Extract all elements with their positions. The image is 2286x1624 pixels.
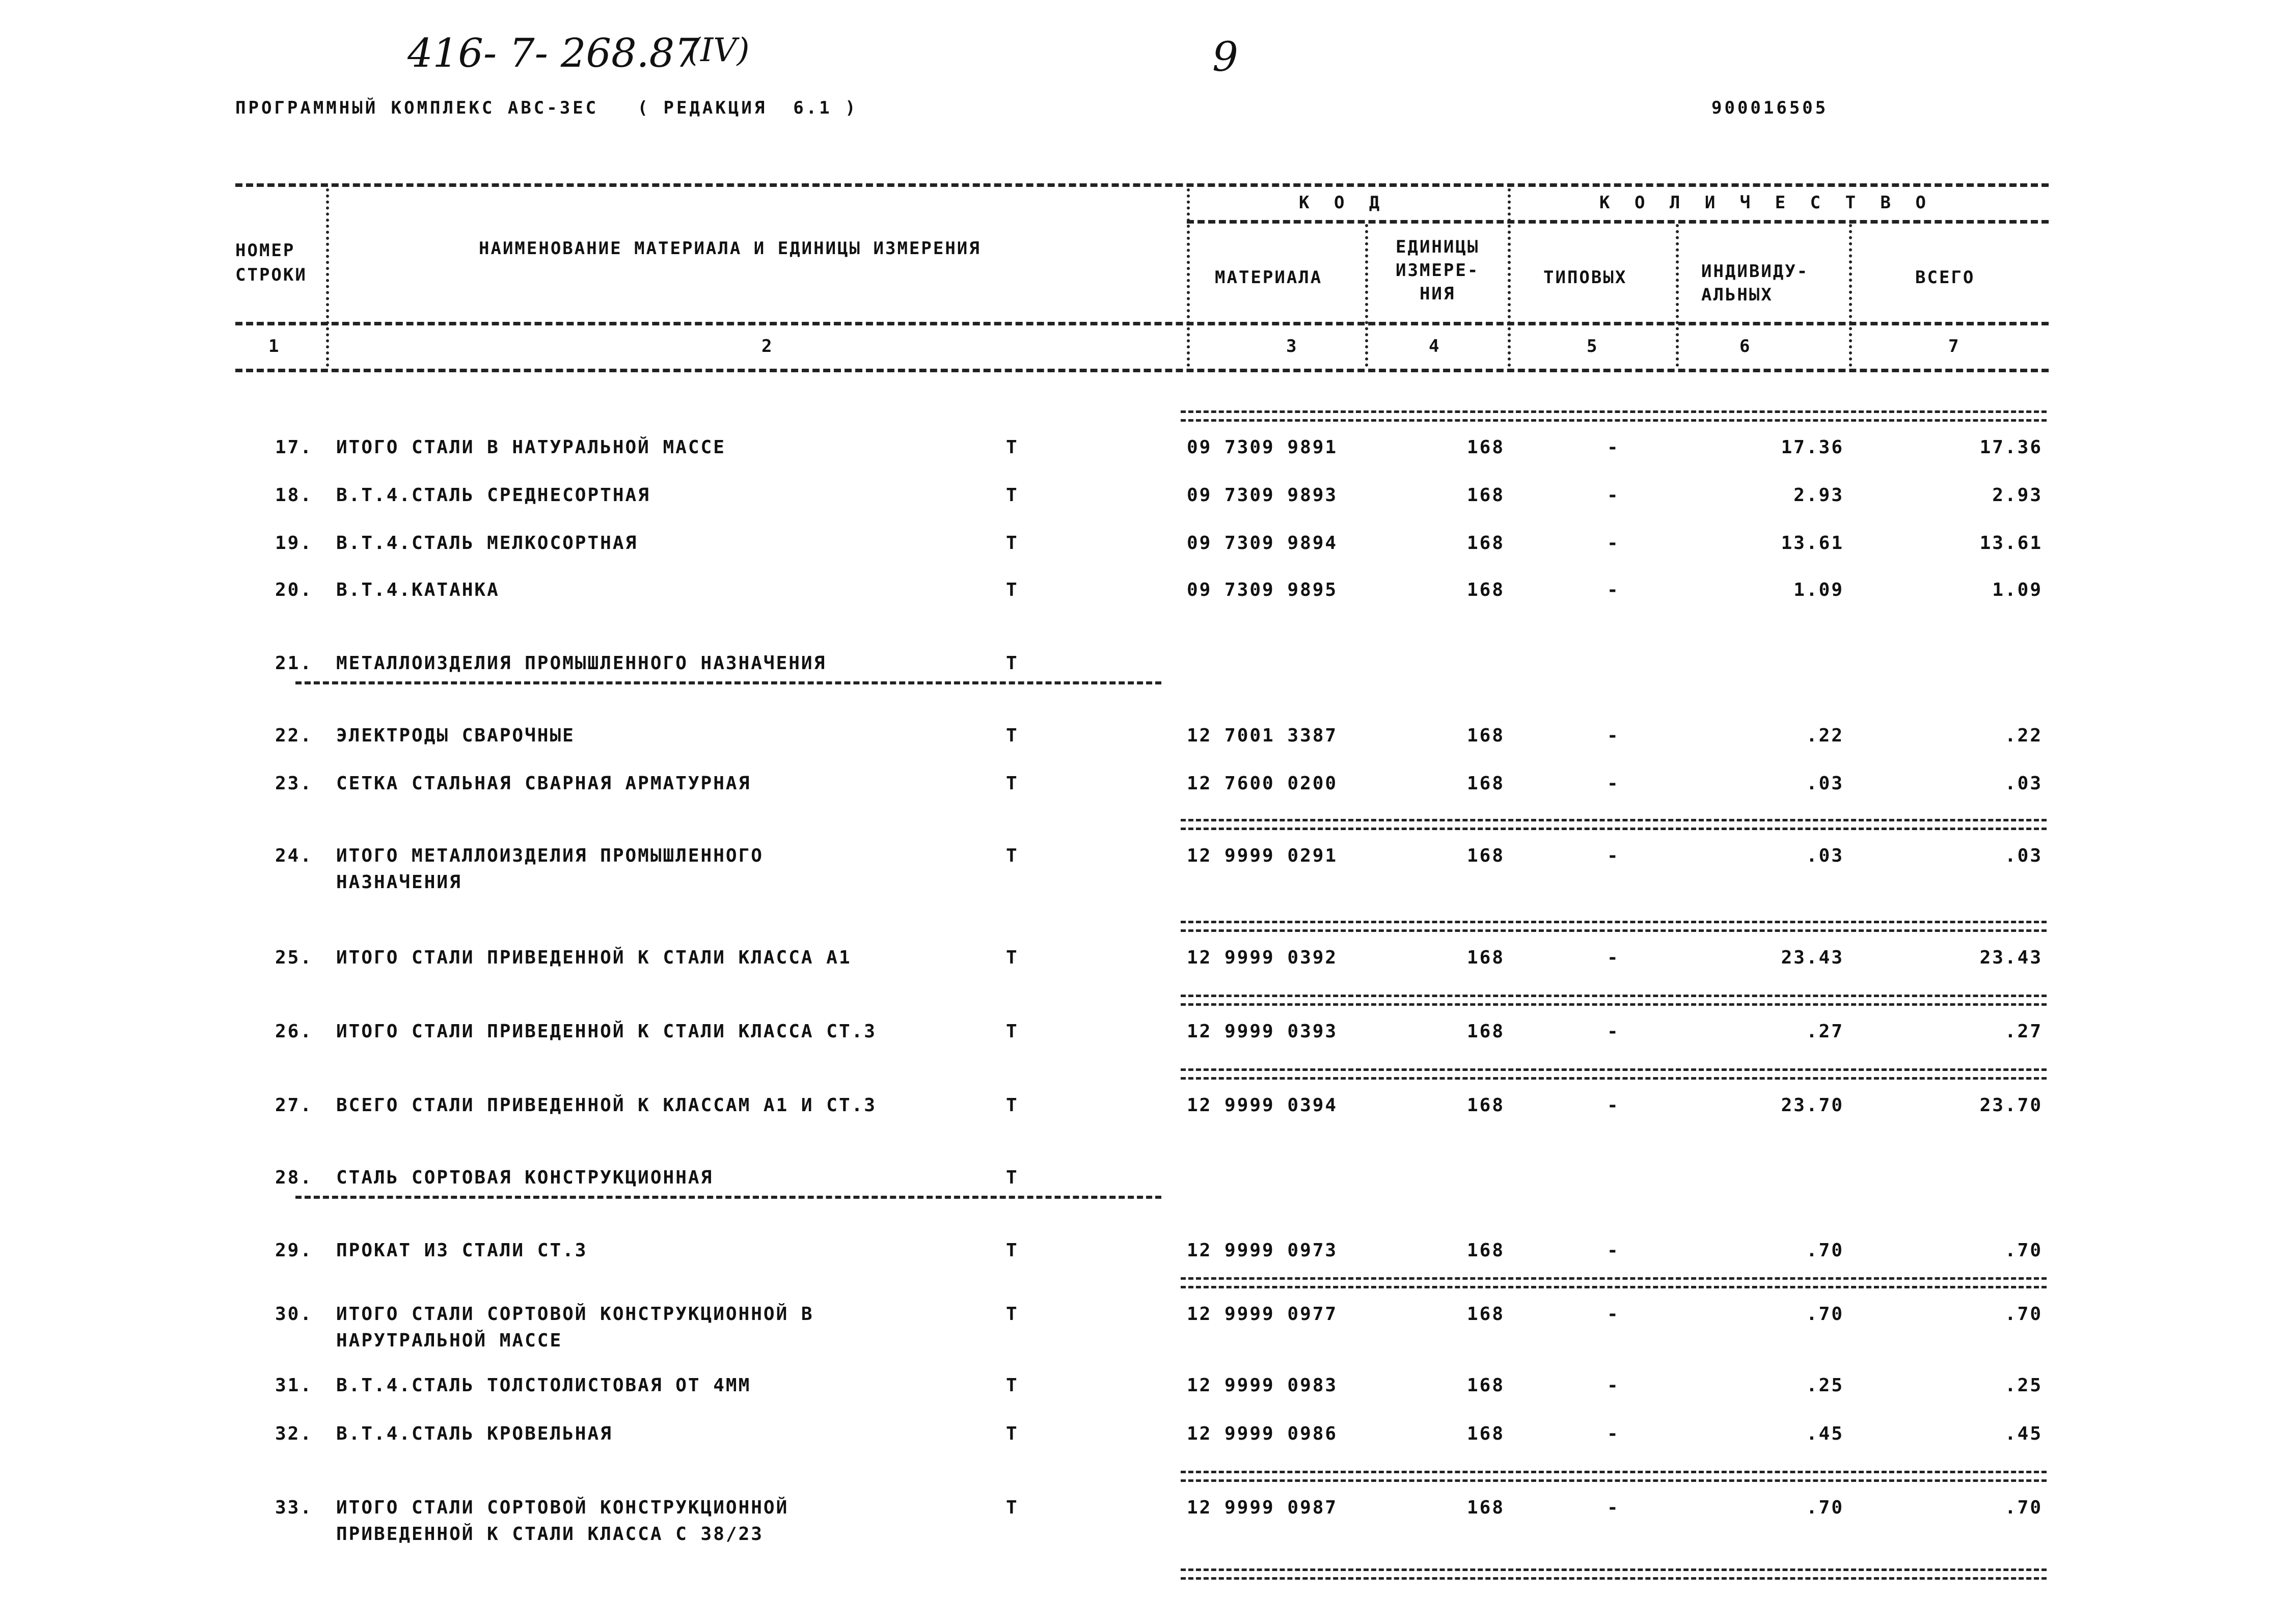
row-name: ИТОГО СТАЛИ ПРИВЕДЕННОЙ К СТАЛИ КЛАССА СТ.3 bbox=[336, 1021, 877, 1042]
row-individual: 13.61 bbox=[1781, 533, 1844, 554]
row-unit-code: 168 bbox=[1467, 1240, 1505, 1261]
row-name: ИТОГО СТАЛИ СОРТОВОЙ КОНСТРУКЦИОННОЙ В bbox=[336, 1304, 814, 1325]
header-col-number: 7 bbox=[1948, 336, 1961, 356]
row-material-code: 12 9999 0983 bbox=[1187, 1375, 1338, 1396]
header-divider bbox=[1849, 224, 1852, 367]
row-name: МЕТАЛЛОИЗДЕЛИЯ ПРОМЫШЛЕННОГО НАЗНАЧЕНИЯ bbox=[336, 653, 827, 674]
row-typical: - bbox=[1607, 1304, 1620, 1325]
row-name: ЭЛЕКТРОДЫ СВАРОЧНЫЕ bbox=[336, 725, 575, 746]
row-individual: .03 bbox=[1806, 845, 1844, 866]
row-name: В.Т.4.СТАЛЬ СРЕДНЕСОРТНАЯ bbox=[336, 485, 650, 506]
row-name: В.Т.4.СТАЛЬ ТОЛСТОЛИСТОВАЯ ОТ 4ММ bbox=[336, 1375, 751, 1396]
double-rule bbox=[1181, 921, 2047, 932]
row-name: СЕТКА СТАЛЬНАЯ СВАРНАЯ АРМАТУРНАЯ bbox=[336, 773, 751, 794]
row-material-code: 12 9999 0394 bbox=[1187, 1095, 1338, 1116]
row-typical: - bbox=[1607, 437, 1620, 458]
row-unit-code: 168 bbox=[1467, 1095, 1505, 1116]
header-code-group: К О Д bbox=[1299, 192, 1387, 213]
row-total: .22 bbox=[2004, 725, 2043, 746]
header-unit-code: ЕДИНИЦЫ ИЗМЕРЕ- НИЯ bbox=[1396, 237, 1480, 304]
section-underline bbox=[295, 681, 1161, 684]
row-number: 19. bbox=[275, 533, 313, 554]
row-unit-code: 168 bbox=[1467, 1497, 1505, 1518]
header-divider bbox=[1508, 188, 1511, 367]
row-unit: Т bbox=[1006, 947, 1019, 968]
header-divider bbox=[1365, 224, 1368, 367]
row-unit: Т bbox=[1006, 1095, 1019, 1116]
header-col-number: 2 bbox=[761, 336, 774, 356]
row-total: .45 bbox=[2004, 1423, 2043, 1444]
row-material-code: 12 9999 0393 bbox=[1187, 1021, 1338, 1042]
row-unit: Т bbox=[1006, 580, 1019, 600]
row-number: 32. bbox=[275, 1423, 313, 1444]
row-number: 28. bbox=[275, 1167, 313, 1188]
row-name: ИТОГО СТАЛИ СОРТОВОЙ КОНСТРУКЦИОННОЙ bbox=[336, 1497, 789, 1518]
row-unit-code: 168 bbox=[1467, 580, 1505, 600]
section-underline bbox=[295, 1196, 1161, 1199]
row-typical: - bbox=[1607, 533, 1620, 554]
document-code: 416- 7- 268.87 bbox=[407, 31, 700, 76]
row-material-code: 12 9999 0291 bbox=[1187, 845, 1338, 866]
row-unit: Т bbox=[1006, 773, 1019, 794]
row-name: ИТОГО МЕТАЛЛОИЗДЕЛИЯ ПРОМЫШЛЕННОГО bbox=[336, 845, 764, 866]
row-number: 23. bbox=[275, 773, 313, 794]
header-row-number: НОМЕР СТРОКИ bbox=[235, 240, 307, 285]
row-material-code: 12 9999 0987 bbox=[1187, 1497, 1338, 1518]
row-typical: - bbox=[1607, 845, 1620, 866]
row-material-code: 12 9999 0392 bbox=[1187, 947, 1338, 968]
row-number: 17. bbox=[275, 437, 313, 458]
row-typical: - bbox=[1607, 773, 1620, 794]
row-number: 18. bbox=[275, 485, 313, 506]
row-material-code: 12 9999 0973 bbox=[1187, 1240, 1338, 1261]
row-individual: .03 bbox=[1806, 773, 1844, 794]
row-unit: Т bbox=[1006, 1375, 1019, 1396]
double-rule bbox=[1181, 995, 2047, 1006]
row-number: 26. bbox=[275, 1021, 313, 1042]
header-total: ВСЕГО bbox=[1915, 267, 1975, 288]
row-material-code: 12 9999 0977 bbox=[1187, 1304, 1338, 1325]
row-name: СТАЛЬ СОРТОВАЯ КОНСТРУКЦИОННАЯ bbox=[336, 1167, 714, 1188]
row-total: 13.61 bbox=[1979, 533, 2043, 554]
row-total: .03 bbox=[2004, 845, 2043, 866]
row-material-code: 12 7001 3387 bbox=[1187, 725, 1338, 746]
header-material-name: НАИМЕНОВАНИЕ МАТЕРИАЛА И ЕДИНИЦЫ ИЗМЕРЕНИЯ bbox=[479, 238, 981, 259]
header-top-rule bbox=[235, 183, 2049, 187]
row-unit: Т bbox=[1006, 845, 1019, 866]
row-name: ПРОКАТ ИЗ СТАЛИ СТ.3 bbox=[336, 1240, 588, 1261]
row-number: 25. bbox=[275, 947, 313, 968]
row-name: ВСЕГО СТАЛИ ПРИВЕДЕННОЙ К КЛАССАМ А1 И СТ.3 bbox=[336, 1095, 877, 1116]
row-individual: .70 bbox=[1806, 1304, 1844, 1325]
row-typical: - bbox=[1607, 725, 1620, 746]
row-number: 29. bbox=[275, 1240, 313, 1261]
row-unit: Т bbox=[1006, 437, 1019, 458]
row-name: В.Т.4.СТАЛЬ КРОВЕЛЬНАЯ bbox=[336, 1423, 613, 1444]
row-typical: - bbox=[1607, 947, 1620, 968]
row-total: .70 bbox=[2004, 1497, 2043, 1518]
row-typical: - bbox=[1607, 1497, 1620, 1518]
row-number: 33. bbox=[275, 1497, 313, 1518]
row-total: 2.93 bbox=[1992, 485, 2043, 506]
row-material-code: 09 7309 9891 bbox=[1187, 437, 1338, 458]
header-individual: ИНДИВИДУ- АЛЬНЫХ bbox=[1701, 261, 1809, 305]
row-individual: 2.93 bbox=[1793, 485, 1844, 506]
sheet-mark: (IV) bbox=[688, 32, 750, 69]
program-title: ПРОГРАММНЫЙ КОМПЛЕКС АВС-3ЕС ( РЕДАКЦИЯ 6.1 ) bbox=[235, 98, 858, 118]
row-name: ИТОГО СТАЛИ В НАТУРАЛЬНОЙ МАССЕ bbox=[336, 437, 726, 458]
row-number: 27. bbox=[275, 1095, 313, 1116]
row-number: 30. bbox=[275, 1304, 313, 1325]
row-material-code: 09 7309 9895 bbox=[1187, 580, 1338, 600]
header-col-number: 5 bbox=[1587, 336, 1599, 356]
row-total: 23.43 bbox=[1979, 947, 2043, 968]
double-rule bbox=[1181, 1471, 2047, 1482]
double-rule bbox=[1181, 410, 2047, 422]
header-quantity-group: К О Л И Ч Е С Т В О bbox=[1599, 192, 1933, 213]
row-name: В.Т.4.КАТАНКА bbox=[336, 580, 500, 600]
row-name-continued: ПРИВЕДЕННОЙ К СТАЛИ КЛАССА С 38/23 bbox=[336, 1524, 764, 1545]
row-unit-code: 168 bbox=[1467, 1423, 1505, 1444]
double-rule bbox=[1181, 1277, 2047, 1288]
row-total: .03 bbox=[2004, 773, 2043, 794]
row-number: 20. bbox=[275, 580, 313, 600]
row-number: 21. bbox=[275, 653, 313, 674]
row-individual: .70 bbox=[1806, 1497, 1844, 1518]
row-name-continued: НАРУТРАЛЬНОЙ МАССЕ bbox=[336, 1330, 563, 1351]
row-typical: - bbox=[1607, 1021, 1620, 1042]
row-individual: 17.36 bbox=[1781, 437, 1844, 458]
header-material-code: МАТЕРИАЛА bbox=[1215, 267, 1323, 288]
row-total: 23.70 bbox=[1979, 1095, 2043, 1116]
row-total: .70 bbox=[2004, 1304, 2043, 1325]
header-typical: ТИПОВЫХ bbox=[1543, 267, 1627, 288]
row-typical: - bbox=[1607, 1095, 1620, 1116]
row-unit-code: 168 bbox=[1467, 947, 1505, 968]
row-unit: Т bbox=[1006, 1497, 1019, 1518]
row-unit: Т bbox=[1006, 1423, 1019, 1444]
row-number: 24. bbox=[275, 845, 313, 866]
header-divider bbox=[326, 188, 329, 367]
row-total: .27 bbox=[2004, 1021, 2043, 1042]
row-name: В.Т.4.СТАЛЬ МЕЛКОСОРТНАЯ bbox=[336, 533, 638, 554]
row-typical: - bbox=[1607, 1375, 1620, 1396]
row-number: 22. bbox=[275, 725, 313, 746]
row-total: .70 bbox=[2004, 1240, 2043, 1261]
header-lower-rule bbox=[235, 322, 2049, 325]
document-id: 900016505 bbox=[1711, 98, 1829, 118]
row-unit-code: 168 bbox=[1467, 1021, 1505, 1042]
row-unit-code: 168 bbox=[1467, 1375, 1505, 1396]
row-unit: Т bbox=[1006, 653, 1019, 674]
row-name: ИТОГО СТАЛИ ПРИВЕДЕННОЙ К СТАЛИ КЛАССА А1 bbox=[336, 947, 852, 968]
row-individual: .25 bbox=[1806, 1375, 1844, 1396]
row-material-code: 12 9999 0986 bbox=[1187, 1423, 1338, 1444]
row-unit: Т bbox=[1006, 485, 1019, 506]
header-col-number: 4 bbox=[1429, 336, 1441, 356]
row-unit-code: 168 bbox=[1467, 1304, 1505, 1325]
row-unit: Т bbox=[1006, 725, 1019, 746]
row-number: 31. bbox=[275, 1375, 313, 1396]
header-col-number: 3 bbox=[1286, 336, 1298, 356]
row-total: .25 bbox=[2004, 1375, 2043, 1396]
row-unit: Т bbox=[1006, 1304, 1019, 1325]
double-rule bbox=[1181, 819, 2047, 830]
row-typical: - bbox=[1607, 1240, 1620, 1261]
row-individual: 1.09 bbox=[1793, 580, 1844, 600]
row-individual: 23.70 bbox=[1781, 1095, 1844, 1116]
row-total: 17.36 bbox=[1979, 437, 2043, 458]
header-divider bbox=[1187, 188, 1190, 367]
row-material-code: 12 7600 0200 bbox=[1187, 773, 1338, 794]
row-unit: Т bbox=[1006, 533, 1019, 554]
row-unit: Т bbox=[1006, 1167, 1019, 1188]
header-mid-rule bbox=[1187, 220, 2049, 224]
row-unit-code: 168 bbox=[1467, 533, 1505, 554]
row-individual: 23.43 bbox=[1781, 947, 1844, 968]
row-unit-code: 168 bbox=[1467, 437, 1505, 458]
row-typical: - bbox=[1607, 580, 1620, 600]
header-divider bbox=[1676, 224, 1679, 367]
header-col-number: 6 bbox=[1739, 336, 1752, 356]
row-unit-code: 168 bbox=[1467, 725, 1505, 746]
row-typical: - bbox=[1607, 485, 1620, 506]
double-rule bbox=[1181, 1068, 2047, 1080]
row-material-code: 09 7309 9894 bbox=[1187, 533, 1338, 554]
row-individual: .22 bbox=[1806, 725, 1844, 746]
row-unit: Т bbox=[1006, 1021, 1019, 1042]
row-material-code: 09 7309 9893 bbox=[1187, 485, 1338, 506]
row-unit-code: 168 bbox=[1467, 773, 1505, 794]
row-individual: .27 bbox=[1806, 1021, 1844, 1042]
page-number: 9 bbox=[1212, 33, 1238, 80]
row-unit: Т bbox=[1006, 1240, 1019, 1261]
header-bottom-rule bbox=[235, 369, 2049, 372]
closing-rule bbox=[1181, 1568, 2047, 1580]
row-unit-code: 168 bbox=[1467, 485, 1505, 506]
row-total: 1.09 bbox=[1992, 580, 2043, 600]
row-unit-code: 168 bbox=[1467, 845, 1505, 866]
row-typical: - bbox=[1607, 1423, 1620, 1444]
header-col-number: 1 bbox=[268, 336, 281, 356]
row-name-continued: НАЗНАЧЕНИЯ bbox=[336, 872, 462, 893]
row-individual: .45 bbox=[1806, 1423, 1844, 1444]
row-individual: .70 bbox=[1806, 1240, 1844, 1261]
